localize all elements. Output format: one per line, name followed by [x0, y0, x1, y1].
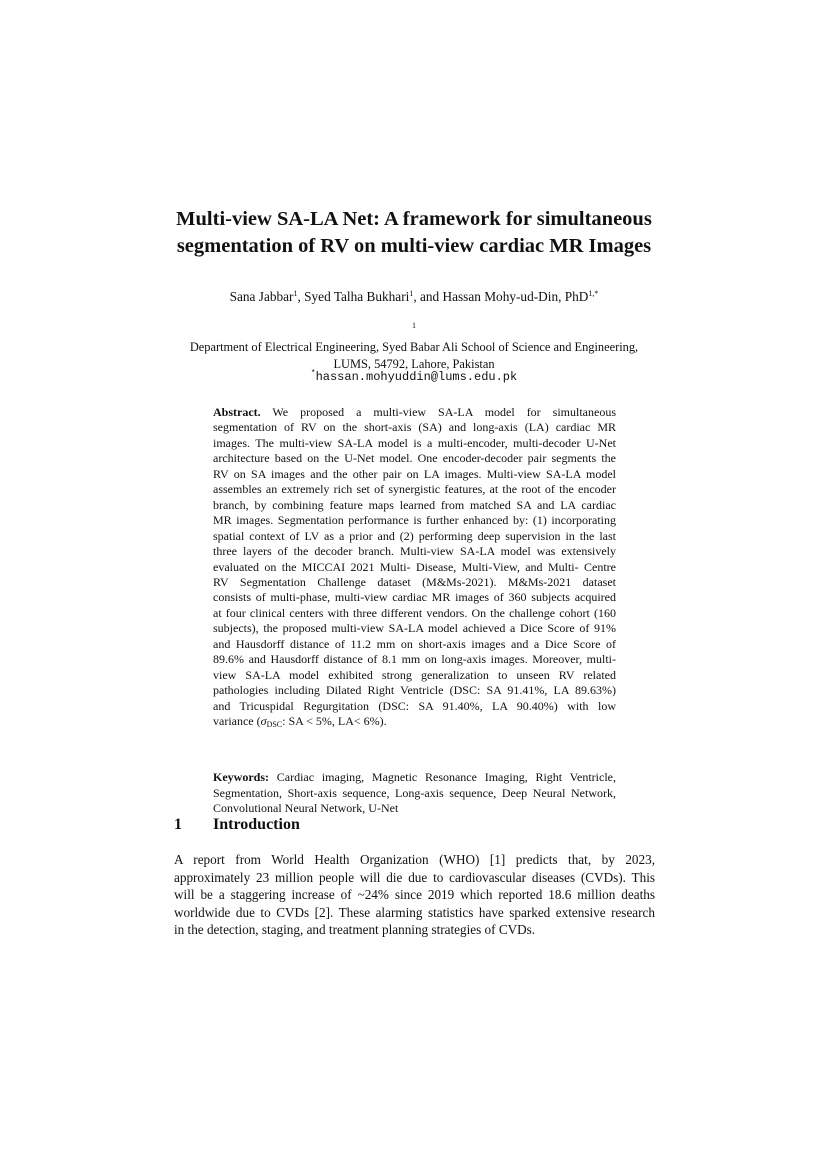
paragraph-line: in the detection, staging, and treatment planning strategies of CVDs.: [174, 922, 536, 937]
abstract-line: RV Segmentation Challenge dataset (M&Ms-2021). M&Ms-2021 dataset: [213, 574, 616, 589]
paragraph-line: A report from World Health Organization (WHO) [1] predicts that, by 2023,: [174, 852, 655, 867]
abstract-line: subjects), the proposed multi-view SA-LA model achieved a Dice Score of 91%: [213, 621, 616, 636]
introduction-paragraph: [174, 851, 655, 939]
paper-title: [0, 206, 828, 260]
abstract-line: view SA-LA model exhibited strong generalization to unseen RV related: [213, 667, 616, 682]
abstract-line: at four clinical centers with three different vendors. On the challenge cohort (160: [213, 605, 616, 620]
affiliation-line-2: LUMS, 54792, Lahore, Pakistan: [333, 357, 495, 371]
abstract-line: and Tricuspidal Regurgitation (DSC: SA 91.40%, LA 90.40%) with low: [213, 698, 616, 713]
author-name: Hassan Mohy-ud-Din, PhD: [442, 289, 589, 304]
title-line-1: Multi-view SA-LA Net: A framework for simultaneous: [176, 208, 652, 230]
abstract-line: Abstract. We proposed a multi-view SA-LA model for simultaneous: [213, 405, 616, 419]
author-affiliation-mark: 1: [293, 289, 298, 298]
abstract-line: three layers of the decoder branch. Multi-view SA-LA model was extensively: [213, 544, 616, 559]
section-number: 1: [174, 816, 182, 833]
author-name: Sana Jabbar: [229, 289, 294, 304]
keywords: [213, 770, 616, 817]
abstract: [213, 405, 616, 730]
paragraph-line: worldwide due to CVDs [2]. These alarming statistics have sparked extensive research: [174, 904, 655, 920]
abstract-line: evaluated on the MICCAI 2021 Multi- Disease, Multi-View, and Multi- Centre: [213, 559, 616, 574]
author-separator: , and: [413, 289, 443, 304]
abstract-line: assembles an extremely rich set of synergistic features, at the root of the encoder: [213, 482, 616, 497]
abstract-line: branch, by combining feature maps learned from matched SA and LA cardiac: [213, 497, 616, 512]
author-affiliation-mark: 1: [409, 289, 414, 298]
sigma-subscript: DSC: [266, 720, 283, 730]
abstract-line: and Hausdorff distance of 11.2 mm on short-axis images and a Dice Score of: [213, 636, 616, 651]
author-affiliation-mark: 1,*: [588, 289, 599, 298]
corresponding-mark: *: [310, 369, 316, 378]
paragraph-line: approximately 23 million people will die due to cardiovascular diseases (CVDs). This: [174, 869, 655, 885]
section-heading: [174, 815, 654, 835]
section-title: Introduction: [213, 816, 300, 833]
abstract-line: 89.6% and Hausdorff distance of 8.1 mm on long-axis images. Moreover, multi-: [213, 652, 616, 667]
abstract-line: architecture based on the U-Net model. One encoder-decoder pair segments the: [213, 451, 616, 466]
abstract-line: segmentation of RV on the short-axis (SA) and long-axis (LA) cardiac MR: [213, 420, 616, 435]
abstract-line: pathologies including Dilated Right Ventricle (DSC: SA 91.41%, LA 89.63%): [213, 683, 616, 698]
email-address: hassan.mohyuddin@lums.edu.pk: [315, 370, 518, 384]
keywords-label: Keywords:: [213, 770, 269, 784]
abstract-line: consists of multi-phase, multi-view cardiac MR images of 360 subjects acquired: [213, 590, 616, 605]
keywords-line: Segmentation, Short-axis sequence, Long-axis sequence, Deep Neural Network,: [213, 785, 616, 800]
affiliation-mark: 1: [412, 321, 416, 330]
author-name: Syed Talha Bukhari: [304, 289, 410, 304]
affiliation: [0, 321, 828, 374]
keywords-line: Convolutional Neural Network, U-Net: [213, 801, 399, 816]
paragraph-line: will be a staggering increase of ~24% since 2019 which reported 18.6 million deaths: [174, 887, 655, 902]
abstract-line: spatial context of LV as a prior and (2) performing deep supervision in the last: [213, 528, 616, 543]
author-separator: ,: [297, 289, 305, 304]
keywords-line: Keywords: Cardiac imaging, Magnetic Resonance Imaging, Right Ventricle,: [213, 770, 616, 784]
corresponding-email: [0, 369, 828, 386]
affiliation-line-1: $^1$ Department of Electrical Engineering, Syed Babar Ali School of Science and Engineering,: [189, 321, 639, 354]
abstract-line: variance ($\sigma_{DSC}$: SA < 5%, LA< 6%).: [213, 714, 387, 730]
author-list: [0, 288, 828, 306]
abstract-line: images. The multi-view SA-LA model is a multi-encoder, multi-decoder U-Net: [213, 435, 616, 450]
title-line-2: segmentation of RV on multi-view cardiac MR Images: [176, 235, 652, 257]
abstract-line: RV on SA images and the other pair on LA images. Multi-view SA-LA model: [213, 466, 616, 481]
abstract-label: Abstract.: [213, 405, 261, 419]
abstract-line: MR images. Segmentation performance is further enhanced by: (1) incorporating: [213, 513, 616, 528]
sigma-symbol: σ: [260, 714, 267, 729]
